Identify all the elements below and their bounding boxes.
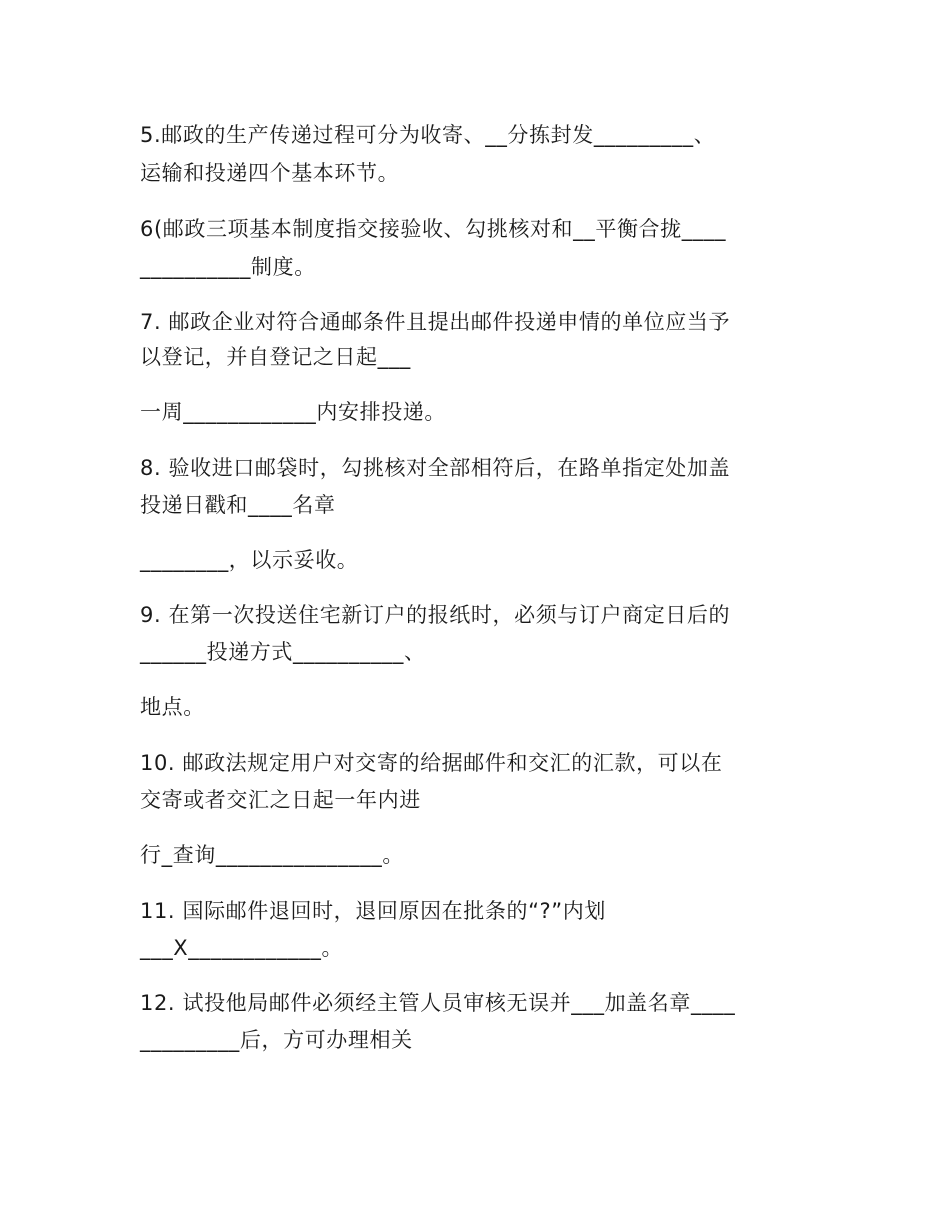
- q10-line-2: 交寄或者交汇之日起一年内进: [140, 788, 421, 812]
- q10-line-1: 10. 邮政法规定用户对交寄的给据邮件和交汇的汇款，可以在: [140, 751, 723, 775]
- q9-line-2: ______投递方式__________、: [140, 640, 426, 664]
- q7-line-3: 一周____________内安排投递。: [140, 400, 446, 424]
- q10-line-3: 行_查询_______________。: [140, 843, 404, 867]
- q5-line-1: 5.邮政的生产传递过程可分为收寄、__分拣封发_________、: [140, 123, 716, 147]
- q11-line-1: 11. 国际邮件退回时，退回原因在批条的“?”内划: [140, 899, 606, 923]
- q5-line-2: 运输和投递四个基本环节。: [140, 161, 400, 185]
- q8-line-3: ________，以示妥收。: [140, 548, 359, 572]
- q11-line-2: ___X____________。: [140, 936, 344, 960]
- q12-line-1: 12. 试投他局邮件必须经主管人员审核无误并___加盖名章____: [140, 991, 736, 1015]
- q7-line-1: 7. 邮政企业对符合通邮条件且提出邮件投递申情的单位应当予: [140, 310, 731, 334]
- q7-line-2: 以登记，并自登记之日起___: [140, 345, 411, 369]
- q6-line-2: __________制度。: [140, 255, 316, 279]
- q9-line-1: 9. 在第一次投送住宅新订户的报纸时，必须与订户商定日后的: [140, 603, 731, 627]
- q8-line-2: 投递日戳和____名章: [140, 493, 336, 517]
- q9-line-3: 地点。: [140, 695, 205, 719]
- q8-line-1: 8. 验收进口邮袋时，勾挑核对全部相符后，在路单指定处加盖: [140, 456, 731, 480]
- q6-line-1: 6(邮政三项基本制度指交接验收、勾挑核对和__平衡合拢____: [140, 217, 727, 241]
- q12-line-2: _________后，方可办理相关: [140, 1028, 413, 1052]
